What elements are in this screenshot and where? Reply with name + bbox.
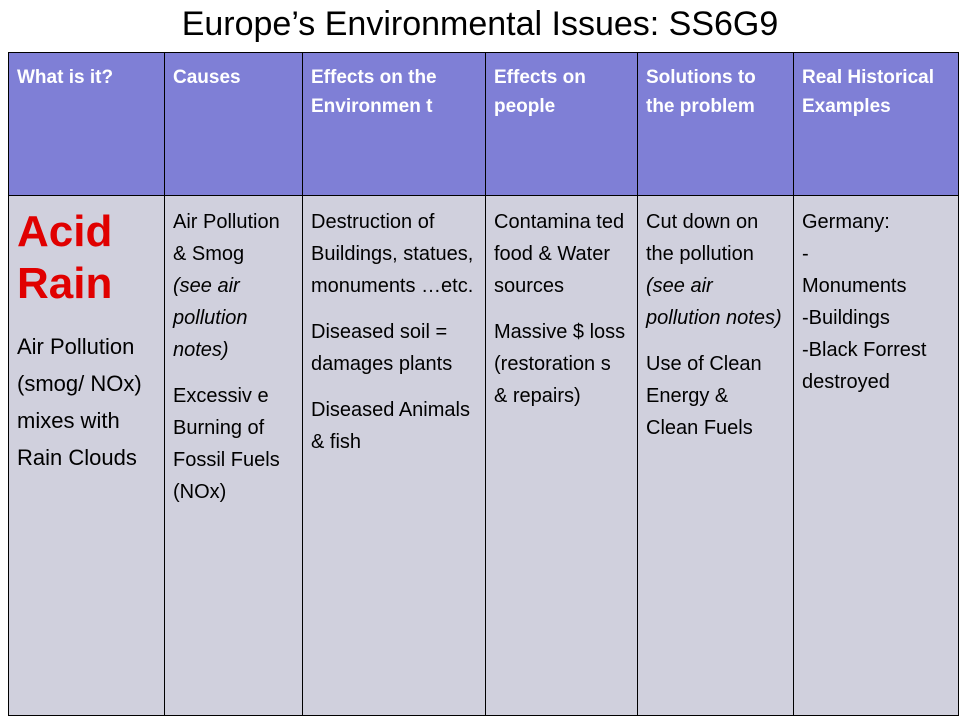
issues-table [8,52,959,716]
acid-rain-row [9,196,959,716]
header-causes: Causes [165,53,303,196]
cell-what [9,196,165,716]
header-row [9,53,959,196]
solution-1: Cut down on the pollution [646,211,759,265]
examples-list: Germany: - Monuments -Buildings -Black Forrest destroyed [802,211,927,393]
cell-solutions [638,196,794,716]
issue-name: Acid Rain [17,207,113,308]
slide-title: Europe’s Environmental Issues: SS6G9 [181,5,779,43]
header-what: What is it? [9,53,165,196]
solution-1-note: (see air pollution notes) [646,275,782,329]
people-effect-1: Contamina ted food & Water sources [494,211,625,297]
people-effect-2: Massive $ loss (restoration s & repairs) [494,321,626,407]
cause-1-note: (see air pollution notes) [173,275,248,361]
cause-1: Air Pollution & Smog [173,211,280,265]
cause-2: Excessiv e Burning of Fossil Fuels (NOx) [173,385,280,503]
header-effects-people: Effects on people [486,53,638,196]
header-effects-environment: Effects on the Environmen t [303,53,486,196]
env-effect-1: Destruction of Buildings, statues, monuments …etc. [311,211,474,297]
issue-description: Air Pollution (smog/ NOx) mixes with Rain Clouds [17,334,142,470]
cell-causes [165,196,303,716]
header-examples: Real Historical Examples [794,53,959,196]
cell-effects-people [486,196,638,716]
env-effect-2: Diseased soil = damages plants [311,321,453,375]
cell-effects-environment [303,196,486,716]
solution-2: Use of Clean Energy & Clean Fuels [646,353,762,439]
cell-examples [794,196,959,716]
header-solutions: Solutions to the problem [638,53,794,196]
env-effect-3: Diseased Animals & fish [311,399,470,453]
